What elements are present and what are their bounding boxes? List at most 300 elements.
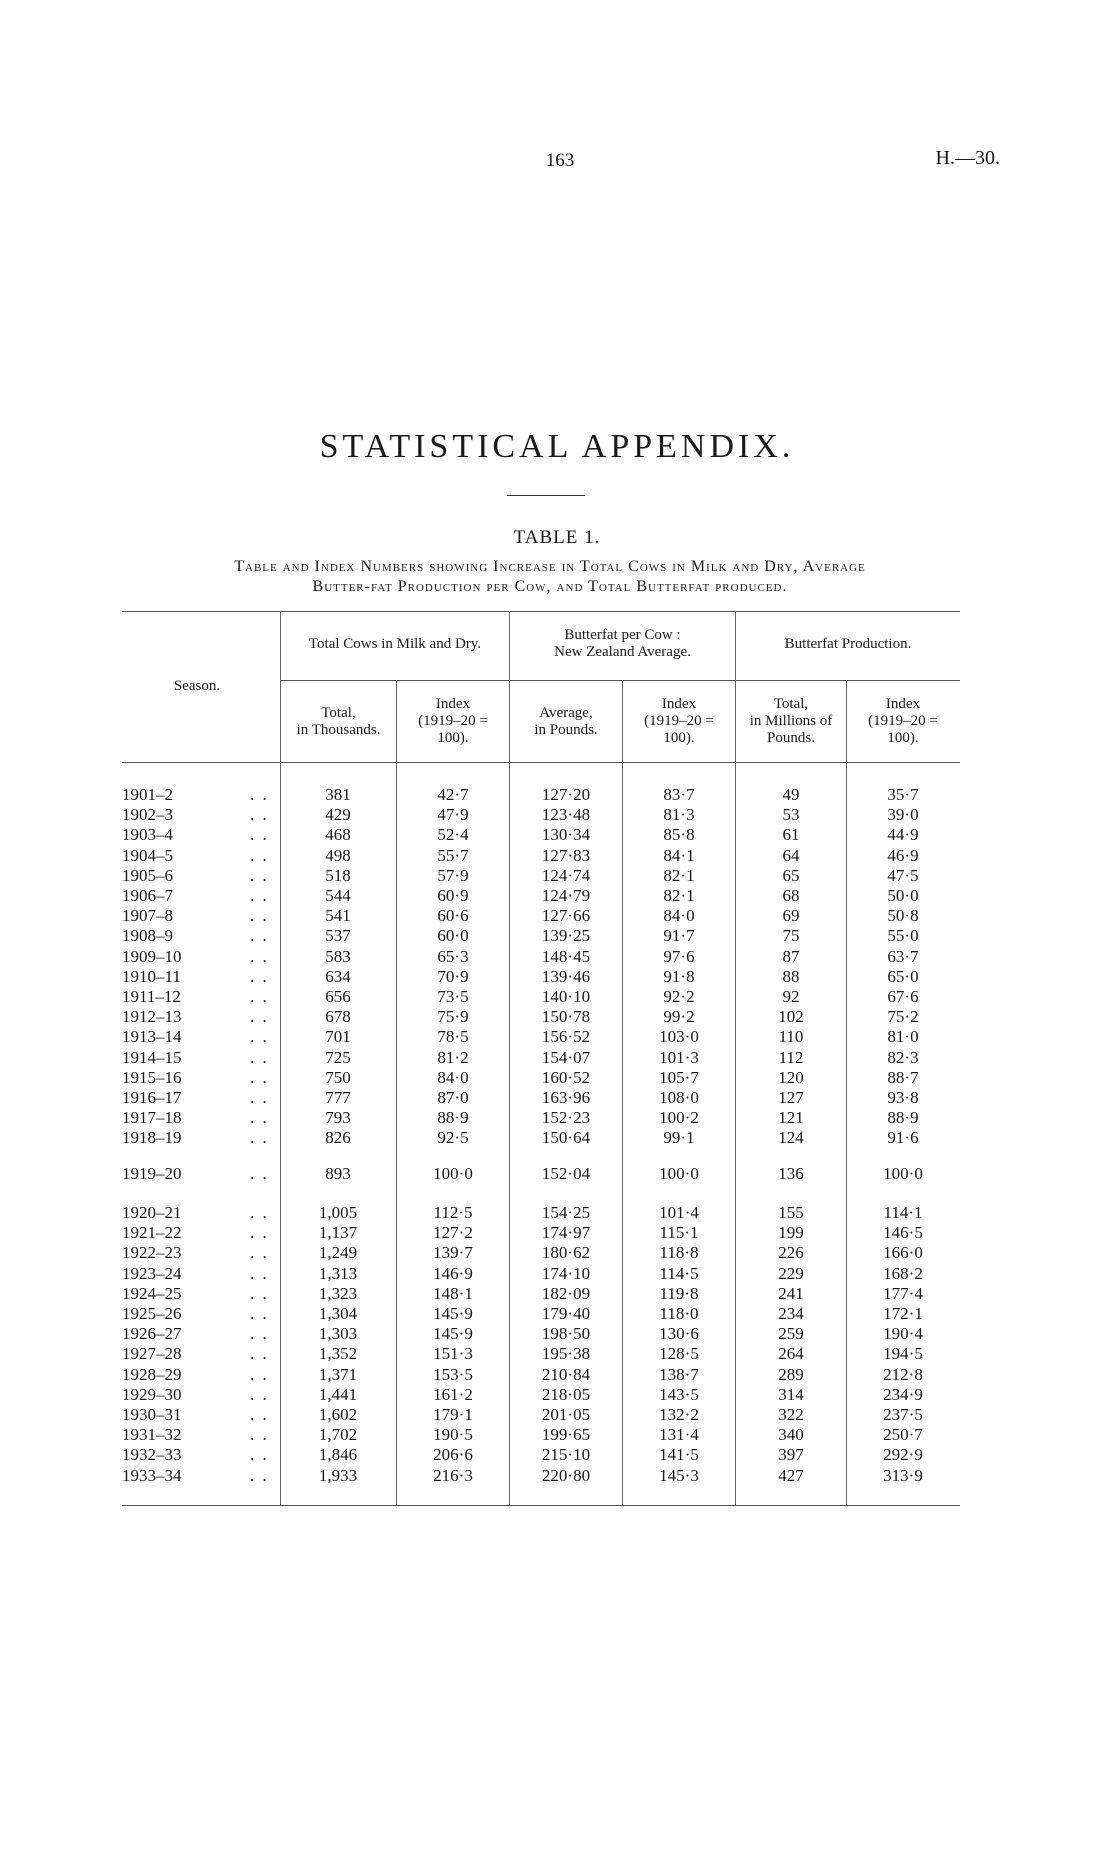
leader-dots: . . xyxy=(250,1088,269,1107)
value-cell: 82·1 xyxy=(663,865,695,885)
table-caption xyxy=(120,557,980,597)
value-cell: 151·3 xyxy=(433,1344,473,1364)
value-cell: 127 xyxy=(778,1088,804,1107)
value-cell: 148·45 xyxy=(541,946,591,966)
value-cell: 78·5 xyxy=(437,1027,469,1047)
value-cell: 61 xyxy=(782,825,800,845)
value-cell: 179·40 xyxy=(541,1304,591,1323)
table-row xyxy=(0,1445,1114,1465)
value-cell: 82·1 xyxy=(663,886,695,905)
table-row xyxy=(0,906,1114,926)
table-row xyxy=(0,1164,1114,1184)
caption-line-1: Table and Index Numbers showing Increase in Total Cows in Milk and Dry, Average xyxy=(234,558,866,575)
value-cell: 468 xyxy=(325,825,351,845)
value-cell: 115·1 xyxy=(659,1223,699,1243)
table-row xyxy=(0,1304,1114,1324)
value-cell: 634 xyxy=(325,966,351,986)
header-line: in Thousands. xyxy=(296,722,381,738)
value-cell: 544 xyxy=(325,886,351,905)
value-cell: 50·0 xyxy=(887,886,919,905)
header-line: 100). xyxy=(437,730,469,746)
value-cell: 69 xyxy=(782,906,800,926)
value-cell: 143·5 xyxy=(659,1384,699,1404)
value-cell: 1,313 xyxy=(318,1263,358,1283)
value-cell: 145·9 xyxy=(433,1304,473,1323)
season-cell: 1913–14 xyxy=(122,1027,182,1047)
value-cell: 60·9 xyxy=(437,886,469,905)
table-row xyxy=(0,1088,1114,1108)
value-cell: 154·25 xyxy=(541,1203,591,1222)
value-cell: 259 xyxy=(778,1324,804,1344)
value-cell: 47·9 xyxy=(437,805,469,825)
value-cell: 212·8 xyxy=(883,1364,923,1384)
value-cell: 146·5 xyxy=(883,1223,923,1243)
header-line: Index xyxy=(885,696,921,712)
value-cell: 199·65 xyxy=(541,1425,591,1445)
header-butterfat-index xyxy=(623,696,735,747)
header-line: 100). xyxy=(663,730,695,746)
table-row xyxy=(0,1068,1114,1088)
value-cell: 1,371 xyxy=(318,1364,358,1384)
header-line: 100). xyxy=(887,730,919,746)
value-cell: 124 xyxy=(778,1128,804,1148)
value-cell: 145·9 xyxy=(433,1324,473,1344)
table-row xyxy=(0,846,1114,866)
header-group-cows: Total Cows in Milk and Dry. xyxy=(308,636,482,652)
season-cell: 1921–22 xyxy=(122,1223,182,1243)
value-cell: 118·0 xyxy=(659,1304,699,1323)
value-cell: 1,303 xyxy=(318,1324,358,1344)
value-cell: 127·2 xyxy=(433,1223,473,1243)
header-cows-index xyxy=(397,696,509,747)
leader-dots: . . xyxy=(250,966,269,986)
value-cell: 73·5 xyxy=(437,987,469,1006)
value-cell: 138·7 xyxy=(659,1364,699,1384)
value-cell: 146·9 xyxy=(433,1263,473,1283)
value-cell: 123·48 xyxy=(541,805,591,825)
table-row xyxy=(0,1027,1114,1047)
season-cell: 1910–11 xyxy=(122,966,181,986)
value-cell: 583 xyxy=(325,946,351,966)
value-cell: 75·9 xyxy=(437,1007,469,1027)
value-cell: 160·52 xyxy=(541,1067,591,1087)
value-cell: 190·5 xyxy=(433,1425,473,1445)
value-cell: 1,137 xyxy=(318,1223,358,1243)
value-cell: 44·9 xyxy=(887,825,919,845)
table-row xyxy=(0,866,1114,886)
value-cell: 397 xyxy=(778,1445,804,1465)
value-cell: 1,602 xyxy=(318,1405,358,1424)
season-cell: 1912–13 xyxy=(122,1007,182,1027)
value-cell: 139·46 xyxy=(541,966,591,986)
season-cell: 1919–20 xyxy=(122,1164,182,1183)
value-cell: 46·9 xyxy=(887,845,919,865)
table-row xyxy=(0,1007,1114,1027)
value-cell: 85·8 xyxy=(663,825,695,845)
value-cell: 498 xyxy=(325,845,351,865)
header-line: Total, xyxy=(321,705,356,721)
table-row xyxy=(0,1324,1114,1344)
value-cell: 81·0 xyxy=(887,1027,919,1047)
value-cell: 128·5 xyxy=(659,1344,699,1364)
value-cell: 161·2 xyxy=(433,1384,473,1404)
value-cell: 70·9 xyxy=(437,966,469,986)
season-cell: 1906–7 xyxy=(122,886,173,905)
table-top-rule xyxy=(122,611,960,612)
value-cell: 83·7 xyxy=(663,785,695,804)
value-cell: 250·7 xyxy=(883,1425,923,1445)
table-row xyxy=(0,1128,1114,1148)
leader-dots: . . xyxy=(250,1243,269,1263)
value-cell: 99·2 xyxy=(663,1007,695,1027)
value-cell: 1,323 xyxy=(318,1283,358,1303)
value-cell: 237·5 xyxy=(883,1405,923,1424)
value-cell: 145·3 xyxy=(659,1465,699,1485)
value-cell: 84·0 xyxy=(663,906,695,926)
value-cell: 893 xyxy=(325,1164,351,1183)
value-cell: 100·0 xyxy=(883,1164,923,1183)
value-cell: 100·0 xyxy=(433,1164,473,1183)
header-line: (1919–20 = xyxy=(868,713,938,729)
value-cell: 218·05 xyxy=(541,1384,591,1404)
table-row xyxy=(0,886,1114,906)
table-label: TABLE 1. xyxy=(513,527,601,548)
value-cell: 314 xyxy=(778,1384,804,1404)
value-cell: 1,441 xyxy=(318,1384,358,1404)
table-row xyxy=(0,1365,1114,1385)
value-cell: 91·7 xyxy=(663,926,695,946)
table-row xyxy=(0,1223,1114,1243)
season-cell: 1931–32 xyxy=(122,1425,182,1445)
page-number: 163 xyxy=(545,150,575,171)
value-cell: 84·0 xyxy=(437,1067,469,1087)
value-cell: 340 xyxy=(778,1425,804,1445)
leader-dots: . . xyxy=(250,865,269,885)
value-cell: 88 xyxy=(782,966,800,986)
value-cell: 88·9 xyxy=(887,1108,919,1128)
value-cell: 206·6 xyxy=(433,1445,473,1465)
value-cell: 68 xyxy=(782,886,800,905)
season-cell: 1914–15 xyxy=(122,1047,182,1067)
leader-dots: . . xyxy=(250,987,269,1006)
value-cell: 168·2 xyxy=(883,1263,923,1283)
document-reference: H.—30. xyxy=(935,147,1000,169)
value-cell: 166·0 xyxy=(883,1243,923,1263)
value-cell: 177·4 xyxy=(883,1283,923,1303)
value-cell: 195·38 xyxy=(541,1344,591,1364)
value-cell: 725 xyxy=(325,1047,351,1067)
value-cell: 87·0 xyxy=(437,1088,469,1107)
value-cell: 118·8 xyxy=(659,1243,699,1263)
season-cell: 1915–16 xyxy=(122,1067,182,1087)
season-cell: 1928–29 xyxy=(122,1364,182,1384)
value-cell: 91·6 xyxy=(887,1128,919,1148)
value-cell: 112 xyxy=(778,1047,804,1067)
value-cell: 163·96 xyxy=(541,1088,591,1107)
value-cell: 313·9 xyxy=(883,1465,923,1485)
value-cell: 114·1 xyxy=(883,1203,923,1222)
leader-dots: . . xyxy=(250,1108,269,1128)
table-row xyxy=(0,1466,1114,1486)
leader-dots: . . xyxy=(250,1047,269,1067)
value-cell: 75 xyxy=(782,926,800,946)
leader-dots: . . xyxy=(250,1027,269,1047)
value-cell: 1,702 xyxy=(318,1425,358,1445)
value-cell: 148·1 xyxy=(433,1283,473,1303)
value-cell: 91·8 xyxy=(663,966,695,986)
table-row xyxy=(0,785,1114,805)
value-cell: 174·97 xyxy=(541,1223,591,1243)
value-cell: 49 xyxy=(782,785,800,804)
header-group-butterfat-line-1: Butterfat per Cow : xyxy=(564,627,681,643)
season-cell: 1930–31 xyxy=(122,1405,182,1424)
season-cell: 1920–21 xyxy=(122,1203,182,1222)
leader-dots: . . xyxy=(250,946,269,966)
title-rule xyxy=(507,495,585,496)
leader-dots: . . xyxy=(250,805,269,825)
season-cell: 1933–34 xyxy=(122,1465,182,1485)
value-cell: 1,933 xyxy=(318,1465,358,1485)
value-cell: 63·7 xyxy=(887,946,919,966)
season-cell: 1929–30 xyxy=(122,1384,182,1404)
value-cell: 429 xyxy=(325,805,351,825)
value-cell: 67·6 xyxy=(887,987,919,1006)
table-row xyxy=(0,1264,1114,1284)
header-group-butterfat-line-2: New Zealand Average. xyxy=(554,644,691,660)
value-cell: 47·5 xyxy=(887,865,919,885)
value-cell: 39·0 xyxy=(887,805,919,825)
table-row xyxy=(0,947,1114,967)
value-cell: 210·84 xyxy=(541,1364,591,1384)
value-cell: 52·4 xyxy=(437,825,469,845)
season-cell: 1902–3 xyxy=(122,805,173,825)
leader-dots: . . xyxy=(250,1283,269,1303)
value-cell: 121 xyxy=(778,1108,804,1128)
value-cell: 292·9 xyxy=(883,1445,923,1465)
header-line: Average, xyxy=(539,705,593,721)
table-row xyxy=(0,1048,1114,1068)
value-cell: 156·52 xyxy=(541,1027,591,1047)
leader-dots: . . xyxy=(250,1223,269,1243)
value-cell: 154·07 xyxy=(541,1047,591,1067)
value-cell: 537 xyxy=(325,926,351,946)
table-row xyxy=(0,1108,1114,1128)
table-bottom-rule xyxy=(122,1505,960,1506)
header-total-millions xyxy=(736,696,846,747)
season-cell: 1917–18 xyxy=(122,1108,182,1128)
value-cell: 100·2 xyxy=(659,1108,699,1128)
value-cell: 264 xyxy=(778,1344,804,1364)
value-cell: 110 xyxy=(778,1027,804,1047)
value-cell: 82·3 xyxy=(887,1047,919,1067)
table-row xyxy=(0,1243,1114,1263)
table-row xyxy=(0,1203,1114,1223)
table-row xyxy=(0,926,1114,946)
table-row xyxy=(0,987,1114,1007)
value-cell: 152·23 xyxy=(541,1108,591,1128)
leader-dots: . . xyxy=(250,1364,269,1384)
value-cell: 150·78 xyxy=(541,1007,591,1027)
value-cell: 656 xyxy=(325,987,351,1006)
value-cell: 35·7 xyxy=(887,785,919,804)
value-cell: 112·5 xyxy=(433,1203,473,1222)
value-cell: 92 xyxy=(782,987,800,1006)
value-cell: 57·9 xyxy=(437,865,469,885)
leader-dots: . . xyxy=(250,1324,269,1344)
leader-dots: . . xyxy=(250,785,269,804)
value-cell: 141·5 xyxy=(659,1445,699,1465)
header-bottom-rule xyxy=(122,762,960,763)
group-header-rule xyxy=(280,680,960,681)
season-cell: 1926–27 xyxy=(122,1324,182,1344)
value-cell: 216·3 xyxy=(433,1465,473,1485)
value-cell: 155 xyxy=(778,1203,804,1222)
value-cell: 172·1 xyxy=(883,1304,923,1323)
season-cell: 1903–4 xyxy=(122,825,173,845)
value-cell: 75·2 xyxy=(887,1007,919,1027)
season-cell: 1916–17 xyxy=(122,1088,182,1107)
value-cell: 153·5 xyxy=(433,1364,473,1384)
header-line: in Pounds. xyxy=(534,722,598,738)
value-cell: 93·8 xyxy=(887,1088,919,1107)
value-cell: 108·0 xyxy=(659,1088,699,1107)
leader-dots: . . xyxy=(250,1384,269,1404)
leader-dots: . . xyxy=(250,1465,269,1485)
value-cell: 701 xyxy=(325,1027,351,1047)
value-cell: 180·62 xyxy=(541,1243,591,1263)
season-cell: 1907–8 xyxy=(122,906,173,926)
value-cell: 127·83 xyxy=(541,845,591,865)
value-cell: 87 xyxy=(782,946,800,966)
value-cell: 241 xyxy=(778,1283,804,1303)
leader-dots: . . xyxy=(250,1344,269,1364)
leader-dots: . . xyxy=(250,886,269,905)
value-cell: 127·66 xyxy=(541,906,591,926)
value-cell: 194·5 xyxy=(883,1344,923,1364)
table-row xyxy=(0,1405,1114,1425)
value-cell: 92·5 xyxy=(437,1128,469,1148)
value-cell: 92·2 xyxy=(663,987,695,1006)
table-row xyxy=(0,1284,1114,1304)
value-cell: 101·4 xyxy=(659,1203,699,1222)
value-cell: 381 xyxy=(325,785,351,804)
header-line: (1919–20 = xyxy=(418,713,488,729)
value-cell: 1,304 xyxy=(318,1304,358,1323)
value-cell: 229 xyxy=(778,1263,804,1283)
value-cell: 65 xyxy=(782,865,800,885)
value-cell: 130·34 xyxy=(541,825,591,845)
value-cell: 103·0 xyxy=(659,1027,699,1047)
value-cell: 1,249 xyxy=(318,1243,358,1263)
season-cell: 1908–9 xyxy=(122,926,173,946)
value-cell: 132·2 xyxy=(659,1405,699,1424)
leader-dots: . . xyxy=(250,926,269,946)
header-group-production: Butterfat Production. xyxy=(784,636,912,652)
value-cell: 119·8 xyxy=(659,1283,699,1303)
table-row xyxy=(0,967,1114,987)
value-cell: 234·9 xyxy=(883,1384,923,1404)
value-cell: 99·1 xyxy=(663,1128,695,1148)
value-cell: 1,352 xyxy=(318,1344,358,1364)
leader-dots: . . xyxy=(250,845,269,865)
season-cell: 1904–5 xyxy=(122,845,173,865)
leader-dots: . . xyxy=(250,906,269,926)
leader-dots: . . xyxy=(250,1405,269,1424)
value-cell: 102 xyxy=(778,1007,804,1027)
leader-dots: . . xyxy=(250,1128,269,1148)
table-row xyxy=(0,1425,1114,1445)
value-cell: 220·80 xyxy=(541,1465,591,1485)
value-cell: 182·09 xyxy=(541,1283,591,1303)
season-cell: 1924–25 xyxy=(122,1283,182,1303)
season-cell: 1932–33 xyxy=(122,1445,182,1465)
table-row xyxy=(0,825,1114,845)
value-cell: 826 xyxy=(325,1128,351,1148)
leader-dots: . . xyxy=(250,1263,269,1283)
header-season: Season. xyxy=(173,678,221,694)
page-title: STATISTICAL APPENDIX. xyxy=(319,428,795,465)
value-cell: 97·6 xyxy=(663,946,695,966)
value-cell: 101·3 xyxy=(659,1047,699,1067)
value-cell: 131·4 xyxy=(659,1425,699,1445)
value-cell: 42·7 xyxy=(437,785,469,804)
value-cell: 179·1 xyxy=(433,1405,473,1424)
value-cell: 120 xyxy=(778,1067,804,1087)
value-cell: 65·3 xyxy=(437,946,469,966)
value-cell: 427 xyxy=(778,1465,804,1485)
value-cell: 541 xyxy=(325,906,351,926)
value-cell: 190·4 xyxy=(883,1324,923,1344)
value-cell: 518 xyxy=(325,865,351,885)
value-cell: 1,005 xyxy=(318,1203,358,1222)
value-cell: 127·20 xyxy=(541,785,591,804)
season-cell: 1925–26 xyxy=(122,1304,182,1323)
header-line: Pounds. xyxy=(767,730,815,746)
value-cell: 65·0 xyxy=(887,966,919,986)
value-cell: 50·8 xyxy=(887,906,919,926)
table-row xyxy=(0,805,1114,825)
value-cell: 793 xyxy=(325,1108,351,1128)
season-cell: 1927–28 xyxy=(122,1344,182,1364)
value-cell: 84·1 xyxy=(663,845,695,865)
header-line: Index xyxy=(435,696,471,712)
value-cell: 100·0 xyxy=(659,1164,699,1183)
value-cell: 150·64 xyxy=(541,1128,591,1148)
season-cell: 1922–23 xyxy=(122,1243,182,1263)
value-cell: 53 xyxy=(782,805,800,825)
value-cell: 139·25 xyxy=(541,926,591,946)
header-line: Total, xyxy=(773,696,809,712)
value-cell: 174·10 xyxy=(541,1263,591,1283)
value-cell: 88·7 xyxy=(887,1067,919,1087)
value-cell: 81·2 xyxy=(437,1047,469,1067)
value-cell: 750 xyxy=(325,1067,351,1087)
value-cell: 234 xyxy=(778,1304,804,1323)
value-cell: 777 xyxy=(325,1088,351,1107)
season-cell: 1911–12 xyxy=(122,987,181,1006)
leader-dots: . . xyxy=(250,1007,269,1027)
leader-dots: . . xyxy=(250,1445,269,1465)
header-line: in Millions of xyxy=(749,713,833,729)
leader-dots: . . xyxy=(250,1164,269,1183)
value-cell: 130·6 xyxy=(659,1324,699,1344)
value-cell: 105·7 xyxy=(659,1067,699,1087)
value-cell: 140·10 xyxy=(541,987,591,1006)
value-cell: 124·79 xyxy=(541,886,591,905)
leader-dots: . . xyxy=(250,1203,269,1222)
value-cell: 215·10 xyxy=(541,1445,591,1465)
caption-line-2: Butter-fat Production per Cow, and Total Butterfat produced. xyxy=(312,578,788,595)
